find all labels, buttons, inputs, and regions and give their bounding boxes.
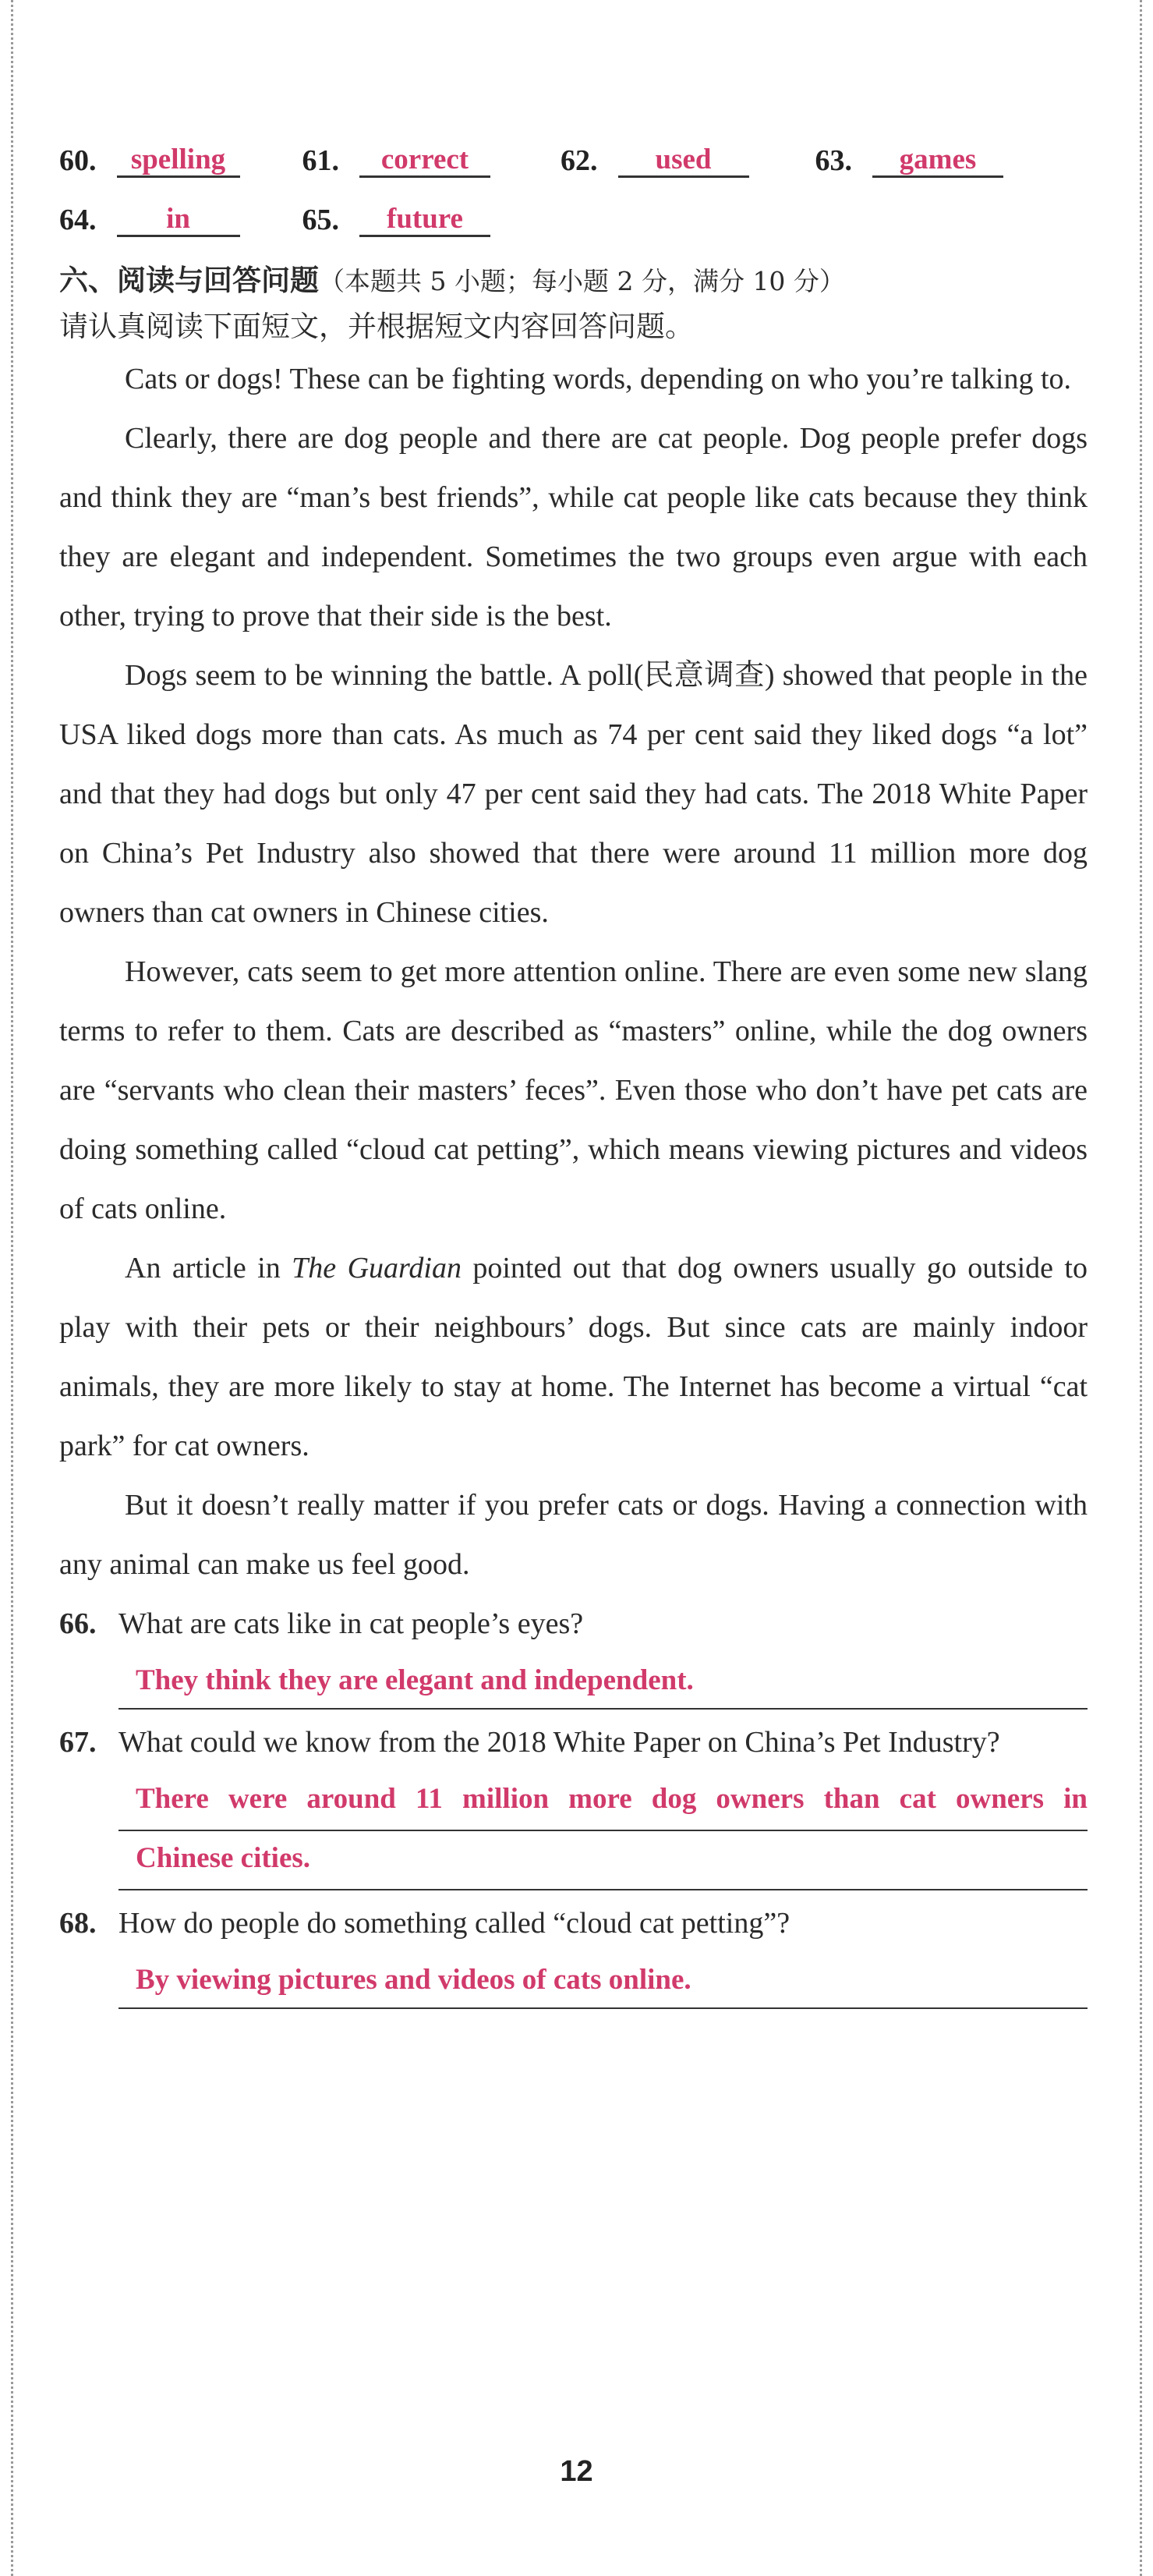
- answer-blank: spelling: [117, 145, 240, 178]
- answer-line: They think they are elegant and independent.: [118, 1653, 1088, 1710]
- question-number: 63.: [815, 144, 852, 177]
- paragraph-text: An article in: [125, 1252, 292, 1285]
- question-text: What are cats like in cat people’s eyes?: [118, 1607, 584, 1641]
- section-instruction: 请认真阅读下面短文，并根据短文内容回答问题。: [59, 310, 694, 344]
- answer-lines: [118, 1772, 1088, 1890]
- passage-paragraph: [59, 1238, 1088, 1476]
- question-number: 61.: [302, 144, 339, 177]
- answer-row-1: [59, 119, 1088, 178]
- question-number: 67.: [59, 1726, 97, 1759]
- passage-paragraph: Dogs seem to be winning the battle. A poll(民意调查) showed that people in the USA liked dogs more than cats. As much as 74 per cent said they liked dogs “a lot” and that they had dogs but only 47 per cent said they had cats. The 2018 White Paper on China’s Pet Industry also showed that there were around 11 million more dog owners than cat owners in Chinese cities.: [59, 659, 1088, 930]
- question-number: 60.: [59, 144, 97, 177]
- question-number: 62.: [561, 144, 598, 177]
- answer-blank: in: [117, 204, 240, 237]
- answer-blank: future: [359, 204, 490, 237]
- left-margin-dotted-line: [11, 0, 13, 2576]
- question-text: What could we know from the 2018 White Paper on China’s Pet Industry?: [118, 1726, 1000, 1759]
- passage-paragraph: Clearly, there are dog people and there are cat people. Dog people prefer dogs and think they are “man’s best friends”, while cat people like cats because they think they are elegant and independent. Sometimes the two groups even argue with each other, trying to prove that their side is the best.: [59, 422, 1088, 633]
- answer-blank: used: [618, 145, 749, 178]
- question-67: [59, 1713, 1088, 1772]
- passage-paragraph: Cats or dogs! These can be fighting words, depending on who you’re talking to.: [125, 363, 1072, 396]
- question-68: [59, 1894, 1088, 1953]
- question-number: 68.: [59, 1907, 97, 1940]
- page-number: 12: [560, 2455, 593, 2488]
- question-text: How do people do something called “cloud cat petting”?: [118, 1907, 790, 1940]
- answer-line: Chinese cities.: [118, 1831, 1088, 1890]
- answer-row-2: [59, 178, 1088, 237]
- answer-line: By viewing pictures and videos of cats online.: [118, 1953, 1088, 2009]
- answer-blank: games: [872, 145, 1003, 178]
- section-heading: [59, 257, 1088, 303]
- answer-blank: correct: [359, 145, 490, 178]
- question-number: 66.: [59, 1607, 97, 1641]
- page-content: [59, 119, 1088, 2009]
- answer-line: There were around 11 million more dog owners than cat owners in: [118, 1772, 1088, 1831]
- question-number: 65.: [302, 204, 339, 236]
- section-title: 六、阅读与回答问题: [59, 264, 319, 297]
- section-note: （本题共 5 小题；每小题 2 分，满分 10 分）: [319, 266, 845, 296]
- passage-paragraph: However, cats seem to get more attention online. There are even some new slang terms to refer to them. Cats are described as “masters” online, while the dog owners are “servants who clean their masters’ feces”. Even those who don’t have pet cats are doing something called “cloud cat petting”, which means viewing pictures and videos of cats online.: [59, 955, 1088, 1226]
- paragraph-text: pointed out that dog owners usually go outside to play with their pets or their neighbours’ dogs. But since cats are mainly indoor animals, they are more likely to stay at home. The Internet has become a virtual “cat park” for cat owners.: [59, 1252, 1088, 1463]
- right-margin-dotted-line: [1140, 0, 1142, 2576]
- newspaper-title: The Guardian: [292, 1252, 462, 1285]
- question-number: 64.: [59, 204, 97, 236]
- question-66: [59, 1594, 1088, 1653]
- passage-paragraph: But it doesn’t really matter if you prefer cats or dogs. Having a connection with any animal can make us feel good.: [59, 1489, 1088, 1582]
